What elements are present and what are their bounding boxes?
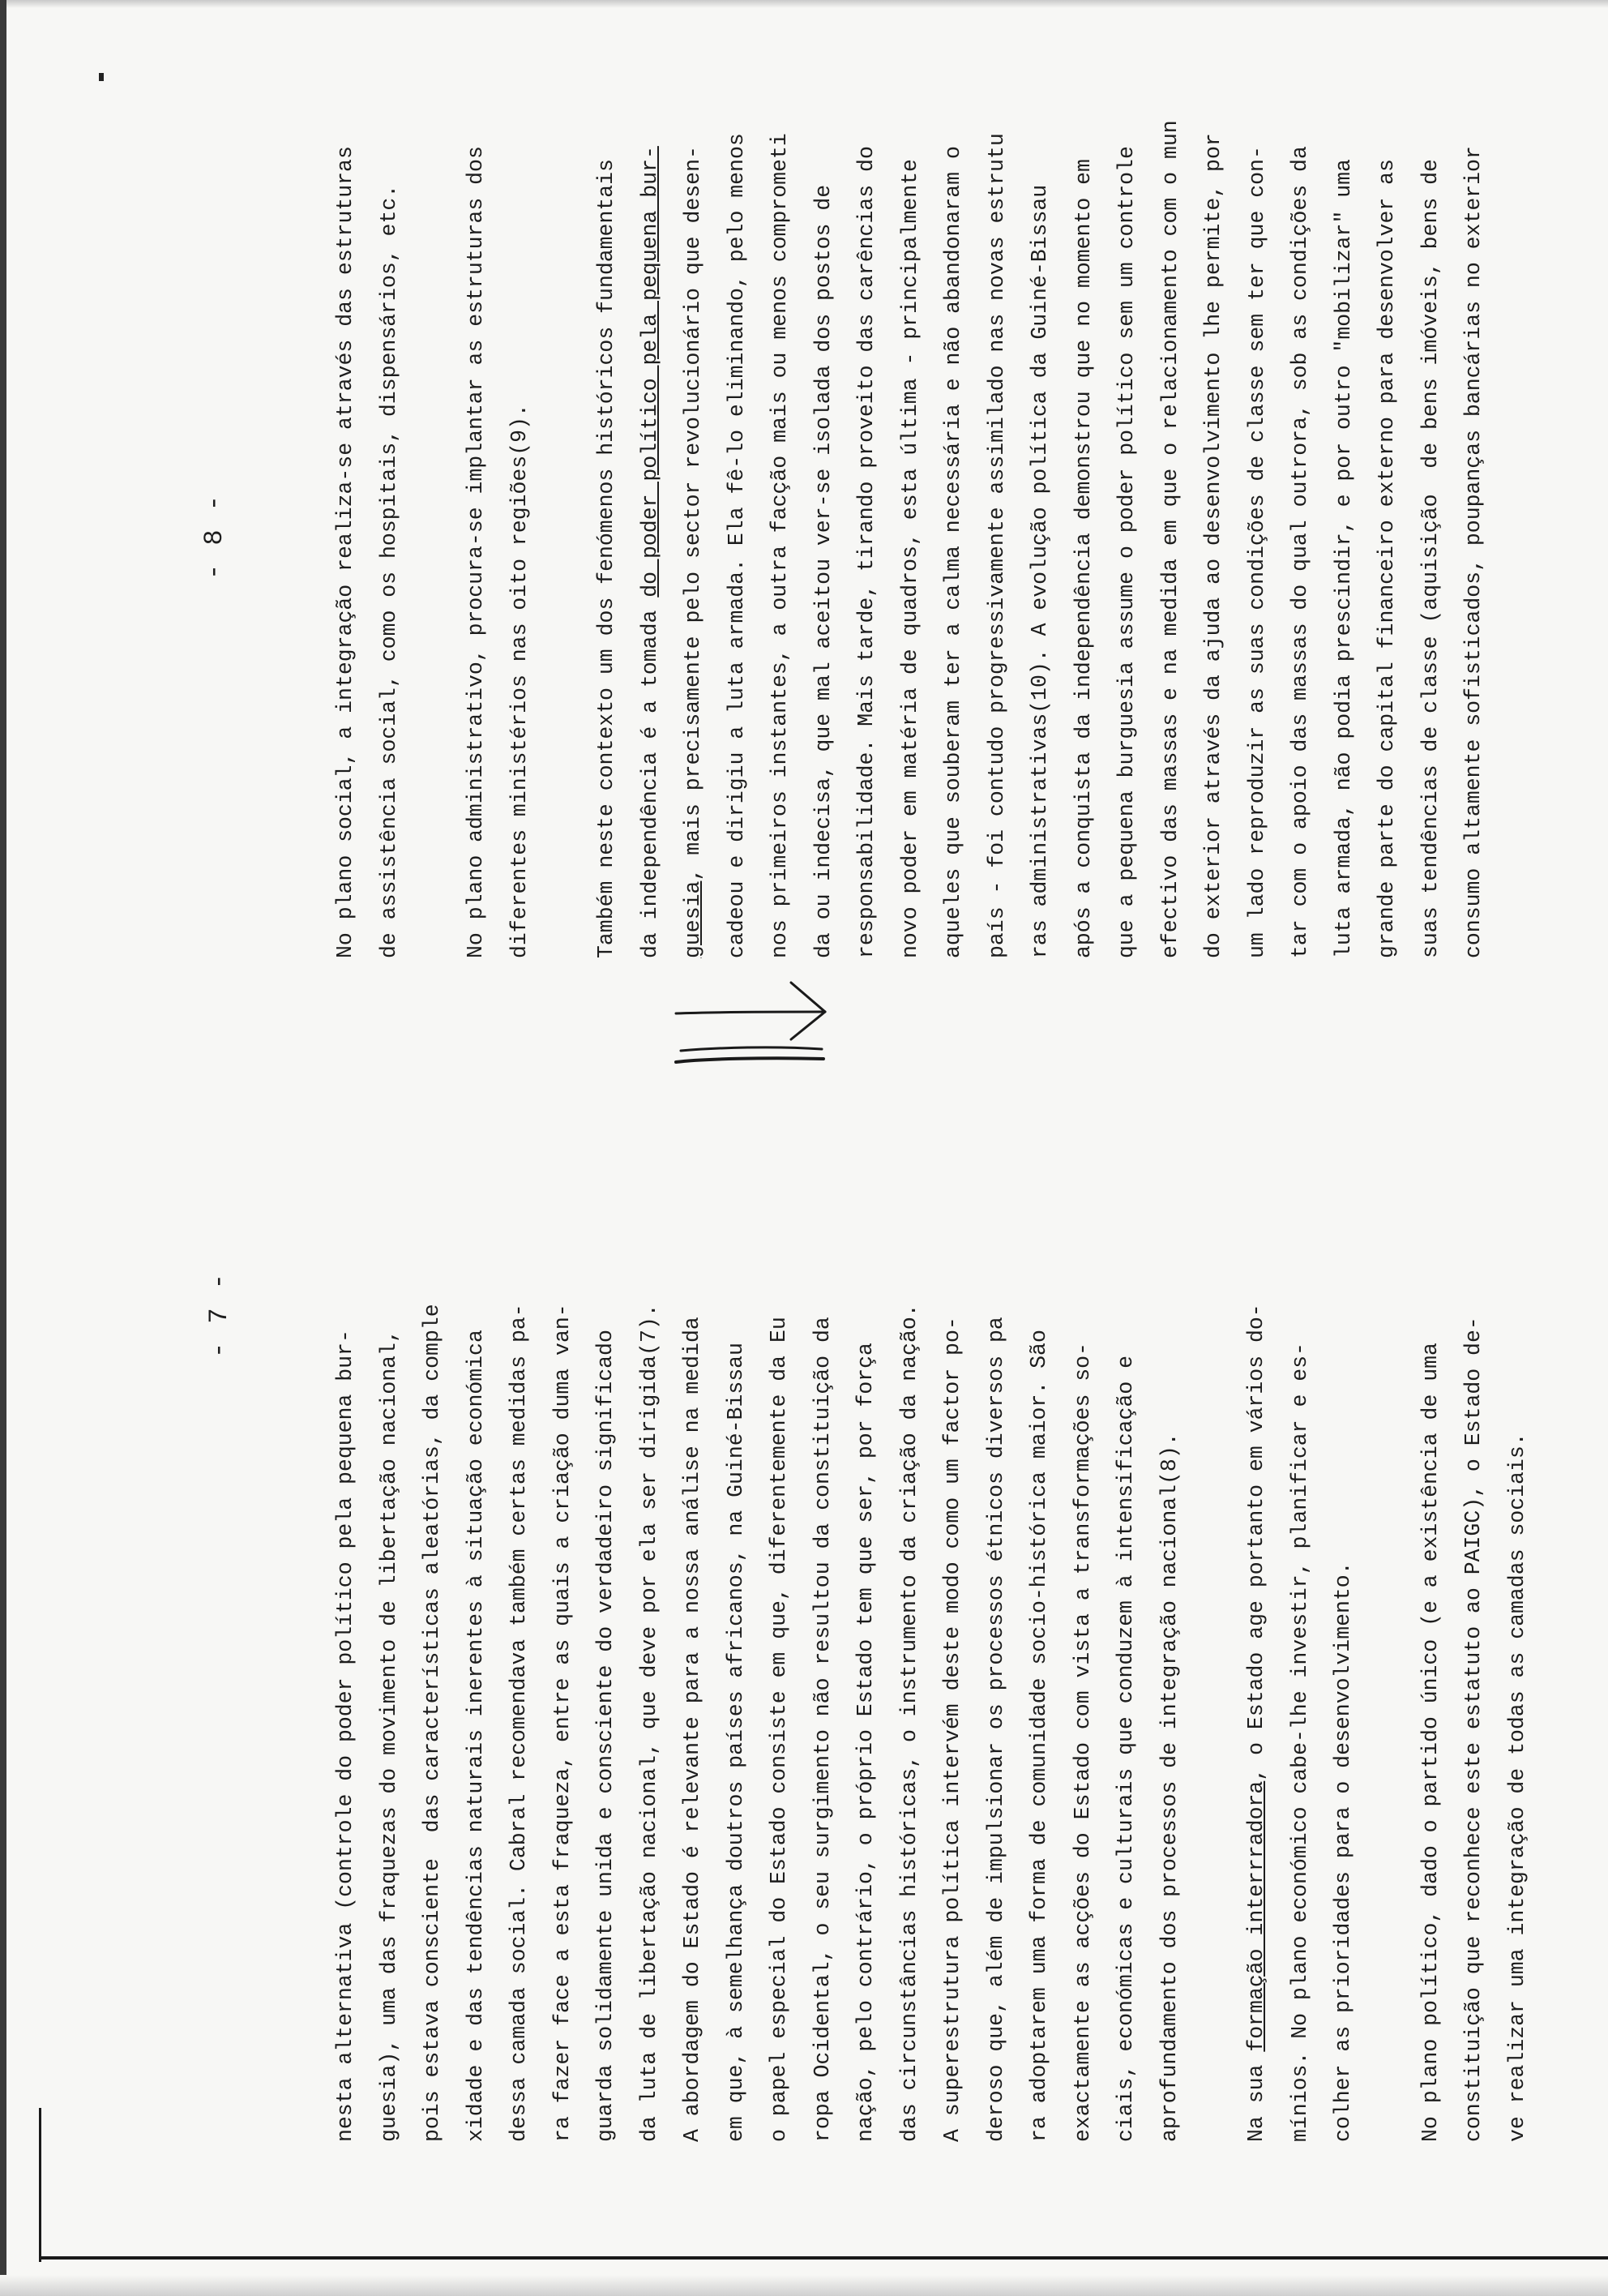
paragraph <box>1235 1185 1366 2142</box>
text-line: consumo altamente sofisticados, poupanças bancárias no exterior <box>1461 146 1486 958</box>
text-line: das circunstâncias históricas, o instrumento da criação da nação. <box>896 1304 922 2142</box>
text-line-with-underline <box>629 83 673 958</box>
text-line-with-underline <box>672 83 716 958</box>
text-line: que a pequena burguesia assume o poder político sem um controle <box>1114 146 1139 958</box>
text-line: pois estava consciente das características aleatórias, da comple <box>420 1304 444 2142</box>
text-line: após a conquista da independência demonstrou que no momento em <box>1071 159 1096 958</box>
text-line: A abordagem do Estado é relevante para a nossa análise na medida <box>680 1317 704 2142</box>
text-line: constituição que reconhece este estatuto ao PAIGC), o Estado de- <box>1461 1317 1486 2142</box>
text-line: efectivo das massas e na medida em que o relacionamento com o mun <box>1157 120 1182 958</box>
right-page-column <box>324 83 1540 958</box>
text-line: ra adoptarem uma forma de comunidade socio-histórica maior. São <box>1027 1330 1051 2142</box>
text-line: de assistência social, como os hospitais, dispensários, etc. <box>376 184 401 958</box>
text-line: do exterior através da ajuda ao desenvolvimento lhe permite, por <box>1201 133 1225 958</box>
text-line: Também neste contexto um dos fenómenos históricos fundamentais <box>594 159 618 958</box>
text-line: No plano administrativo, procura-se implantar as estruturas dos <box>464 146 488 958</box>
text-line: ra fazer face a esta fraqueza, entre as quais a criação duma van- <box>550 1304 575 2142</box>
underlined-phrase: formação interrradora <box>1244 1780 1268 2052</box>
text-line: nesta alternativa (controle do poder político pela pequena bur- <box>333 1330 357 2142</box>
text-line: aqueles que souberam ter a calma necessária e não abandonaram o <box>941 146 965 958</box>
text-line: guarda solidamente unida e consciente do verdadeiro significado <box>593 1330 618 2142</box>
paragraph <box>324 83 411 958</box>
text-line-with-underline <box>1235 1185 1279 2142</box>
text-line: exactamente as acções do Estado com vista a transformações so- <box>1070 1343 1095 2142</box>
text-line: um lado reproduzir as suas condições de classe sem ter que con- <box>1244 146 1269 958</box>
paragraph <box>455 83 541 958</box>
text-line: em que, à semelhança doutros países africanos, na Guiné-Bissau <box>723 1343 748 2142</box>
text-line: nos primeiros instantes, a outra facção mais ou menos comprometi <box>768 133 792 958</box>
text-line: colher as prioridades para o desenvolvimento. <box>1331 1561 1355 2142</box>
text-line: o papel especial do Estado consiste em que, diferentemente da Eu <box>767 1317 791 2142</box>
paragraph <box>1409 1185 1540 2142</box>
paragraph <box>585 83 1496 958</box>
text-line: aprofundamento dos processos de integração nacional(8). <box>1157 1433 1182 2142</box>
text-line: No plano político, dado o partido único (e a existência de uma <box>1418 1343 1443 2142</box>
page-number-left: - 7 - <box>204 1272 234 1359</box>
text-line: A superestrutura política intervém deste modo como um factor po- <box>940 1317 964 2142</box>
text-line: xidade e das tendências naturais inerentes à situação económica <box>463 1330 488 2142</box>
text-segment: Na sua <box>1244 2051 1268 2142</box>
left-page-column <box>324 1185 1583 2142</box>
text-line: da ou indecisa, que mal aceitou ver-se isolada dos postos de <box>810 184 836 958</box>
text-line: suas tendências de classe (aquisição de bens imóveis, bens de <box>1418 159 1443 958</box>
text-line: da luta de libertação nacional, que deve por ela ser dirigida(7). <box>636 1304 661 2142</box>
text-segment: , mais precisamente pelo sector revolucionário que desen- <box>681 146 705 881</box>
paragraph <box>324 1185 1191 2142</box>
text-line: ciais, económicas e culturais que conduzem à intensificação e <box>1114 1355 1138 2142</box>
text-line: grande parte do capital financeiro externo para desenvolver as <box>1375 159 1399 958</box>
text-line: No plano social, a integração realiza-se através das estruturas <box>333 146 357 958</box>
text-segment: , o Estado age portanto em vários do- <box>1244 1304 1268 1781</box>
text-segment: da independência é a tomada <box>637 597 662 958</box>
text-line: ve realizar uma integração de todas as camadas sociais. <box>1504 1433 1529 2142</box>
text-line: responsabilidade. Mais tarde, tirando proveito das carências do <box>854 146 879 958</box>
text-line: ras administrativas(10). A evolução política da Guiné-Bissau <box>1028 184 1052 958</box>
text-line: mínios. No plano económico cabe-lhe investir, planificar e es- <box>1287 1343 1312 2142</box>
text-line: luta armada, não podia prescindir, e por outro "mobilizar" uma <box>1331 159 1356 958</box>
arrow-right-icon <box>669 965 832 1086</box>
underlined-phrase: do poder político pela pequena bur- <box>637 146 662 598</box>
text-line: dessa camada social. Cabral recomendava também certas medidas pa- <box>507 1304 531 2142</box>
text-line: diferentes ministérios nas oito regiões(9). <box>507 404 532 958</box>
text-line: deroso que, além de impulsionar os processos étnicos diversos pa <box>983 1317 1008 2142</box>
text-line: cadeou e dirigiu a luta armada. Ela fê-lo eliminando, pelo menos <box>724 133 749 958</box>
text-line: guesia), uma das fraquezas do movimento de libertação nacional, <box>376 1330 401 2142</box>
text-line: país - foi contudo progressivamente assimilado nas novas estrutu <box>984 133 1009 958</box>
text-line: nação, pelo contrário, o próprio Estado tem que ser, por força <box>853 1343 878 2142</box>
page-number-right: - 8 - <box>199 494 229 580</box>
text-line: novo poder em matéria de quadros, esta última - principalmente <box>897 159 922 958</box>
text-line: ropa Ocidental, o seu surgimento não resultou da constituição da <box>810 1317 835 2142</box>
text-line: tar com o apoio das massas do qual outrora, sob as condições da <box>1288 146 1312 958</box>
underlined-phrase: guesia <box>681 880 705 958</box>
